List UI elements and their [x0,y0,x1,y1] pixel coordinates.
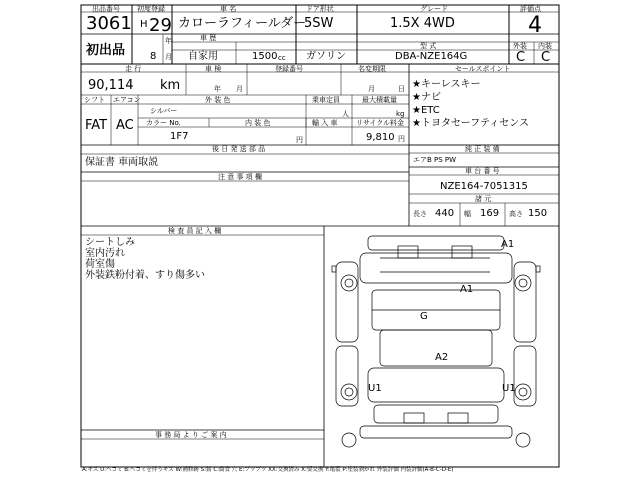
width: 169 [480,208,500,219]
door: 5SW [304,16,334,31]
year: 29 [149,15,172,36]
grade: 1.5X 4WD [390,16,455,31]
ac-label: エアコン [113,96,141,104]
footer-legend: A:キズ U:ヘコミ B:ヘコミを伴うキズ W:補修跡 S:錆 C:腐食 穴 E:ブツブツ XX:交換済み X:要交換 Y:亀裂 P:塗装剥がれ 外装評価 内装評価(A-B-C-D-E) [82,467,454,473]
year-unit: 年 [165,37,172,45]
cc: 1500 [252,51,278,62]
standard-equipment-label: 純 正 装 備 [465,145,500,153]
first-listing: 初出品 [86,43,126,58]
options-value: 保証書 車両取説 [85,157,159,168]
chassis-label: 車 台 番 号 [465,167,500,175]
car-diagram [332,236,540,447]
length: 440 [435,208,455,219]
shift: FAT [85,118,108,133]
model-label: 型 式 [420,42,437,50]
damage-mark-u1-left: U1 [368,383,382,394]
car-name-label: 車 名 [220,5,237,13]
mileage: 90,114 [88,78,134,93]
ext-color: シルバー [150,107,178,115]
selling-point-2: ★ナビ [412,92,441,103]
ext-label: 外装 [513,42,527,50]
month: 8 [150,51,157,62]
inspector-label: 検 査 員 記 入 欄 [168,227,222,235]
color-no: 1F7 [170,131,189,142]
model: DBA-NZE164G [395,51,468,62]
dims-label: 諸 元 [475,195,492,203]
damage-mark-a1-front: A1 [501,239,515,250]
damage-mark-g: G [420,311,428,322]
recycle-unit-small: 円 [296,136,303,144]
name-change-label: 名変期限 [358,65,386,73]
selling-points-label: セールスポイント [455,65,511,73]
width-label: 幅 [464,210,471,218]
fuel: ガソリン [306,51,346,62]
ext-color-label: 外 装 色 [205,96,231,104]
import-label: 輸 入 車 [312,119,338,127]
capacity-label: 乗車定員 [312,96,340,104]
color-no-label: カラー No. [146,119,181,127]
damage-mark-u1-right: U1 [502,383,516,394]
height: 150 [528,208,548,219]
era: H [140,19,148,30]
lot-no: 3061 [86,13,132,34]
inspector-line-2: 室内汚れ [85,248,125,259]
int-grade: C [541,50,551,65]
first-reg-label: 初度登録 [137,5,165,13]
usage: 自家用 [188,51,218,62]
mileage-label: 走 行 [125,65,142,73]
shift-label: シフト [84,96,105,104]
lot-no-label: 出品番号 [92,5,120,13]
damage-mark-a2: A2 [435,352,449,363]
damage-mark-a1-hood: A1 [460,284,474,295]
int-color-label: 内 装 色 [245,119,271,127]
selling-point-1: ★キーレスキー [412,79,481,90]
inspection-year: 年 [214,85,221,93]
score: 4 [528,13,542,38]
reg-no-label: 登録番号 [275,65,303,73]
selling-point-3: ★ETC [412,105,440,116]
inspection-label: 車 検 [205,65,222,73]
inspector-line-3: 荷室傷 [85,259,115,270]
office-label: 事 務 局 よ り ご 案 内 [155,431,227,439]
inspection-month: 月 [236,85,243,93]
month-unit: 月 [165,53,172,61]
ext-grade: C [516,50,526,65]
cc-unit: cc [278,54,286,62]
inspector-line-1: シートしみ [85,237,135,248]
car-name: カローラフィールダー [178,16,307,31]
int-label: 内装 [538,42,552,50]
ac: AC [116,118,134,133]
capacity-unit: 人 [342,110,349,118]
height-label: 高さ [509,210,523,218]
standard-equipment: エアB PS PW [413,156,457,164]
chassis-no: NZE164-7051315 [440,181,528,192]
mileage-unit: km [160,78,181,93]
notes-label: 注 意 事 項 欄 [218,173,262,181]
length-label: 長さ [413,210,427,218]
selling-point-4: ★トヨタセーフティセンス [412,118,529,129]
name-change-month: 月 [368,85,375,93]
grade-label: グレード [420,5,448,13]
options-label: 後 日 発 送 部 品 [212,145,266,153]
recycle-label: リサイクル料金 [356,119,405,127]
recycle-yen: 円 [398,135,405,143]
max-load-unit: kg [396,110,405,118]
body-label: 車 歴 [200,34,217,42]
name-change-day: 日 [398,85,405,93]
score-label: 評価点 [520,5,541,13]
max-load-label: 最大積載量 [362,96,397,104]
inspector-line-4: 外装鉄粉付着、すり傷多い [85,270,205,281]
recycle-fee: 9,810 [366,132,395,143]
door-label: ドア形状 [306,5,334,13]
